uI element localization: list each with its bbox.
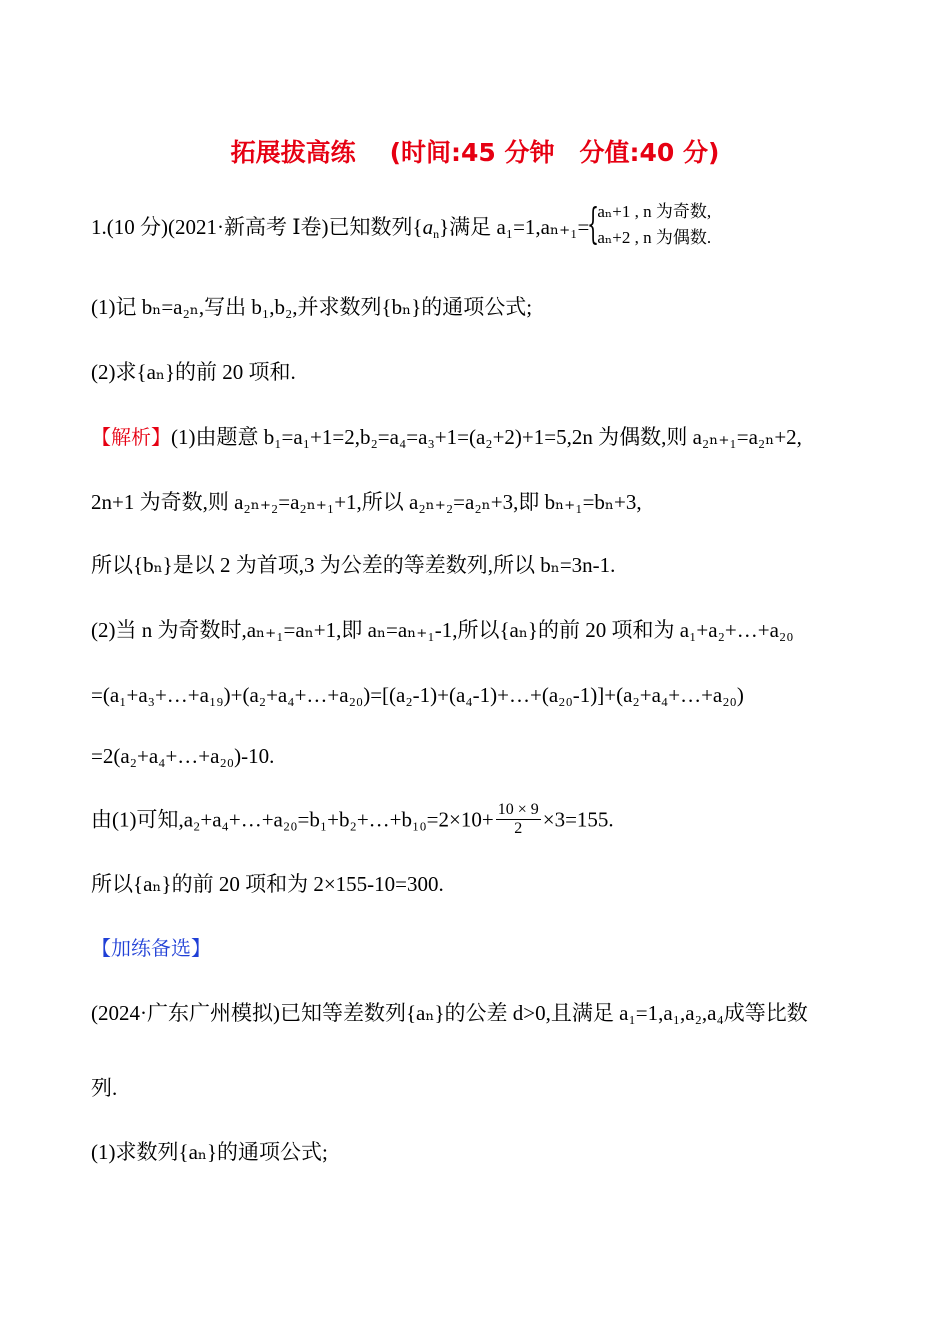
solution-line-1: 【解析】(1)由题意 b₁=a₁+1=2,b₂=a₄=a₃+1=(a₂+2)+1=5,2n 为偶数,则 a₂ₙ₊₁=a₂ₙ+2, [91, 425, 802, 449]
fraction: $\frac{10 \times 9}{2}$ [497, 801, 539, 837]
solution-line-2: 2n+1 为奇数,则 a₂ₙ₊₂=a₂ₙ₊₁+1,所以 a₂ₙ₊₂=a₂ₙ+3,即 bₙ₊₁=bₙ+3, [91, 490, 642, 514]
solution-line-5: =(a₁+a₃+…+a₁₉)+(a₂+a₄+…+a₂₀)=[(a₂-1)+(a₄-1)+…+(a₂₀-1)]+(a₂+a₄+…+a₂₀) [91, 683, 744, 707]
q1-part2: (2)求{aₙ}的前 20 项和. [91, 360, 296, 384]
extra-stem-1: (2024·广东广州模拟)已知等差数列{aₙ}的公差 d>0,且满足 a₁=1,a₁,a₂,a₄成等比数 [91, 1001, 808, 1025]
extra-tag: 【加练备选】 [91, 936, 211, 960]
solution-tag: 【解析】 [91, 425, 171, 449]
q1-condition: a₁=1,aₙ₊₁= [496, 214, 590, 239]
extra-stem-2: 列. [91, 1076, 118, 1100]
case-even: aₙ+2 , n 为偶数. [597, 228, 712, 247]
piecewise-definition: { aₙ+1 , n 为奇数, aₙ+2 , n 为偶数. [589, 199, 711, 251]
q1-stem: 1.(10 分)(2021·新高考 Ⅰ卷)已知数列$\{a_n\}$满足 a₁=1,aₙ₊₁= { aₙ+1 , n 为奇数, aₙ+2 , n 为偶数. [91, 203, 711, 255]
solution-line-4: (2)当 n 为奇数时,aₙ₊₁=aₙ+1,即 aₙ=aₙ₊₁-1,所以{aₙ}的前 20 项和为 a₁+a₂+…+a₂₀ [91, 618, 794, 642]
page-title [0, 133, 950, 169]
q1-part1: (1)记 bₙ=a₂ₙ,写出 b₁,b₂,并求数列{bₙ}的通项公式; [91, 295, 533, 319]
extra-part1: (1)求数列{aₙ}的通项公式; [91, 1140, 328, 1164]
solution-line-8: 所以{aₙ}的前 20 项和为 2×155-10=300. [91, 872, 444, 896]
solution-line-3: 所以{bₙ}是以 2 为首项,3 为公差的等差数列,所以 bₙ=3n-1. [91, 553, 616, 577]
title-main: 拓展拔高练 [230, 138, 356, 167]
title-time-score: (时间:45 分钟 分值:40 分) [389, 138, 720, 167]
solution-line-7: 由(1)可知,a₂+a₄+…+a₂₀=b₁+b₂+…+b₁₀=2×10+ $\frac{10 \times 9}{2}$ ×3=155. [91, 801, 614, 837]
case-odd: aₙ+1 , n 为奇数, [597, 202, 712, 221]
solution-line-6: =2(a₂+a₄+…+a₂₀)-10. [91, 744, 275, 768]
